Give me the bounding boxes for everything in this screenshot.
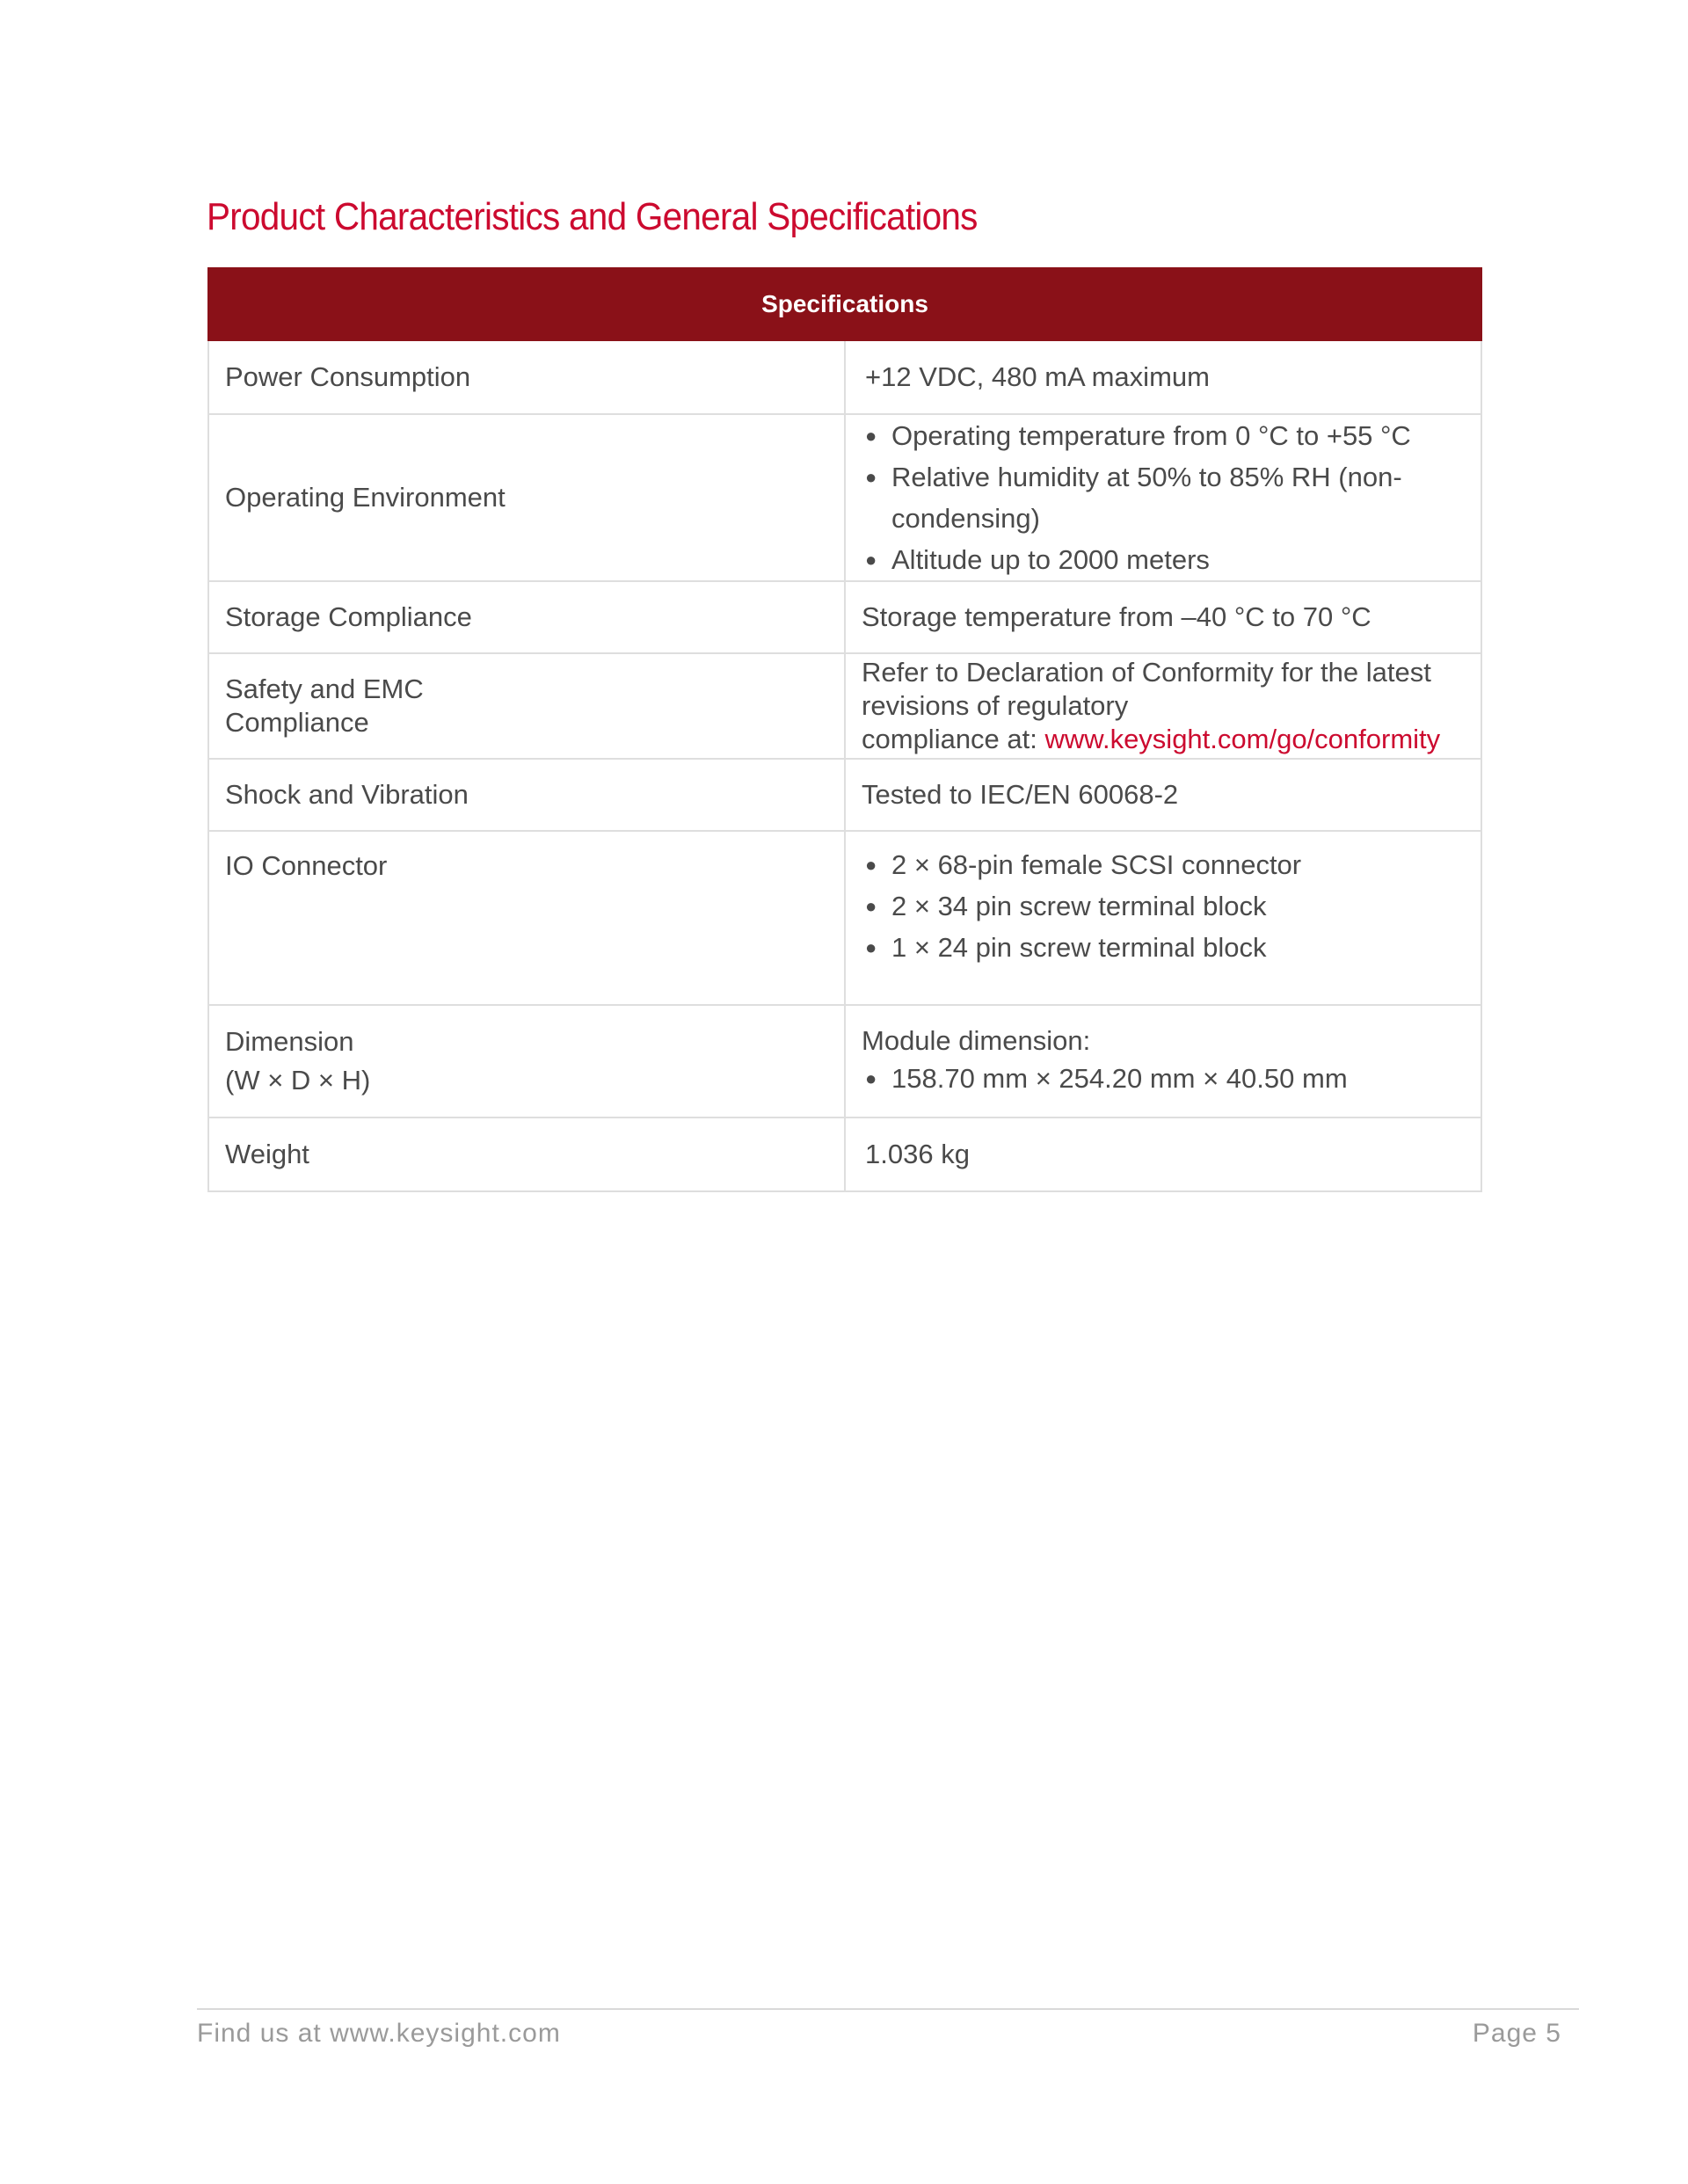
row-label-line: Dimension bbox=[225, 1026, 354, 1057]
row-label bbox=[208, 653, 845, 759]
row-label-line: Safety and EMC bbox=[225, 673, 424, 704]
bullet-icon: ● bbox=[865, 466, 877, 488]
row-label: Weight bbox=[208, 1117, 845, 1191]
row-value bbox=[845, 1005, 1481, 1117]
table-row-shock-vibration bbox=[208, 759, 1481, 831]
row-value-prefix: compliance at: bbox=[862, 724, 1045, 754]
row-value bbox=[845, 414, 1481, 581]
row-label: Power Consumption bbox=[208, 340, 845, 414]
list-item bbox=[862, 415, 1465, 456]
list-item-text: 2 × 68-pin female SCSI connector bbox=[891, 849, 1302, 880]
bullet-list bbox=[862, 844, 1465, 968]
bullet-icon: ● bbox=[865, 1067, 877, 1089]
row-value-line: Refer to Declaration of Conformity for the latest revisions of regulatory bbox=[862, 657, 1431, 721]
table-header: Specifications bbox=[208, 268, 1481, 340]
table-row-io-connector bbox=[208, 831, 1481, 1005]
bullet-icon: ● bbox=[865, 549, 877, 571]
list-item bbox=[862, 844, 1465, 885]
table-row-power-consumption bbox=[208, 340, 1481, 414]
bullet-icon: ● bbox=[865, 854, 877, 876]
list-item-text: 158.70 mm × 254.20 mm × 40.50 mm bbox=[891, 1062, 1348, 1094]
row-value bbox=[845, 653, 1481, 759]
page-number: Page 5 bbox=[1472, 2019, 1561, 2048]
row-label-line: (W × D × H) bbox=[225, 1065, 371, 1096]
bullet-icon: ● bbox=[865, 936, 877, 958]
row-value-text: +12 VDC, 480 mA maximum bbox=[865, 361, 1210, 392]
bullet-icon: ● bbox=[865, 425, 877, 447]
row-value bbox=[845, 831, 1481, 1005]
list-item bbox=[862, 1058, 1465, 1099]
row-value-intro: Module dimension: bbox=[862, 1024, 1091, 1056]
row-label: Shock and Vibration bbox=[208, 759, 845, 831]
list-item bbox=[862, 539, 1465, 580]
list-item-text: Relative humidity at 50% to 85% RH (non-condensing) bbox=[891, 462, 1402, 534]
footer-divider bbox=[197, 2008, 1579, 2010]
row-label: Operating Environment bbox=[208, 414, 845, 581]
row-label-line: Compliance bbox=[225, 707, 369, 738]
row-label bbox=[208, 1005, 845, 1117]
bullet-icon: ● bbox=[865, 895, 877, 917]
list-item-text: Operating temperature from 0 °C to +55 °C bbox=[891, 420, 1411, 451]
table-row-operating-environment bbox=[208, 414, 1481, 581]
row-value: Tested to IEC/EN 60068-2 bbox=[845, 759, 1481, 831]
row-value: Storage temperature from –40 °C to 70 °C bbox=[845, 581, 1481, 653]
list-item bbox=[862, 927, 1465, 968]
specifications-table bbox=[207, 267, 1482, 1192]
table-row-safety-emc bbox=[208, 653, 1481, 759]
list-item-text: Altitude up to 2000 meters bbox=[891, 544, 1210, 575]
list-item-text: 1 × 24 pin screw terminal block bbox=[891, 932, 1267, 963]
page-title: Product Characteristics and General Specifications bbox=[207, 195, 978, 238]
row-value-text: 1.036 kg bbox=[865, 1139, 970, 1169]
conformity-link[interactable]: www.keysight.com/go/conformity bbox=[1044, 724, 1441, 754]
table-row-storage-compliance bbox=[208, 581, 1481, 653]
row-value bbox=[845, 340, 1481, 414]
bullet-list bbox=[862, 415, 1465, 580]
list-item bbox=[862, 456, 1465, 539]
list-item bbox=[862, 885, 1465, 927]
row-label: Storage Compliance bbox=[208, 581, 845, 653]
footer-website-text: Find us at www.keysight.com bbox=[197, 2019, 561, 2048]
table-row-weight bbox=[208, 1117, 1481, 1191]
row-value bbox=[845, 1117, 1481, 1191]
bullet-list bbox=[862, 1058, 1465, 1099]
list-item-text: 2 × 34 pin screw terminal block bbox=[891, 891, 1267, 921]
row-label: IO Connector bbox=[208, 831, 845, 1005]
table-row-dimension bbox=[208, 1005, 1481, 1117]
row-value-line bbox=[862, 723, 1465, 756]
